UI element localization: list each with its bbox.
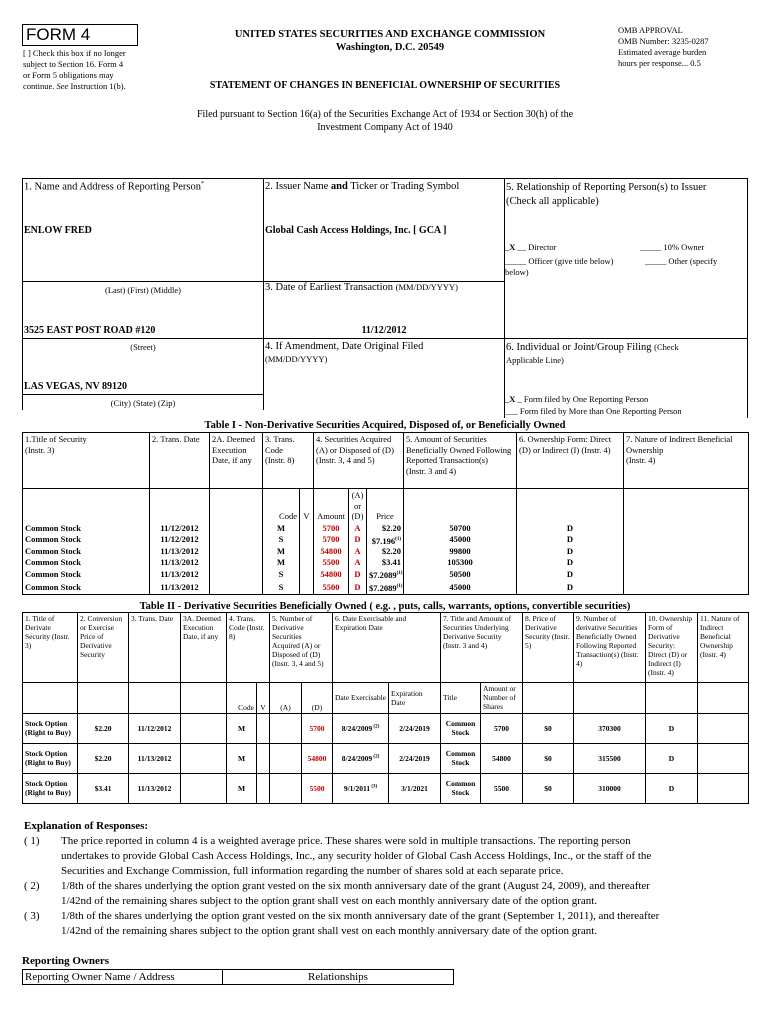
t2-sub-title: Title bbox=[441, 683, 481, 713]
t1-h7: 7. Nature of Indirect Beneficial Ownership bbox=[626, 434, 733, 455]
t1-header-acquired bbox=[314, 433, 404, 489]
t2-header-underlying: 7. Title and Amount of Securities Underlying Derivative Security (Instr. 3 and 4) bbox=[441, 613, 523, 683]
reporting-person-label-text: 1. Name and Address of Reporting Person bbox=[24, 181, 202, 193]
t2-header-form: 10. Ownership Form of Derivative Security: Direct (D) or Indirect (I) (Instr. 4) bbox=[646, 613, 698, 683]
t1-row bbox=[23, 523, 749, 534]
t2-sub-v: V bbox=[257, 683, 270, 713]
checkbox-notice bbox=[23, 48, 163, 92]
t1-cell-amount: 5500 bbox=[314, 581, 349, 594]
t2-cell-uamt: 54800 bbox=[481, 743, 523, 773]
t1-cell-empty bbox=[210, 523, 263, 534]
officer-option: _____ Officer (give title below) bbox=[505, 256, 614, 266]
t2-cell-title: Stock Option (Right to Buy) bbox=[23, 743, 78, 773]
t1-cell-price: $7.2089$^{(1)}$ bbox=[367, 581, 404, 594]
t1-cell-title: Common Stock bbox=[23, 534, 150, 547]
issuer-label-a: 2. Issuer Name bbox=[265, 181, 329, 192]
filing-label bbox=[506, 341, 746, 366]
t2-cell-d: 5500 bbox=[302, 773, 333, 803]
t2-cell-price: $2.20 bbox=[78, 743, 129, 773]
t1-cell-empty bbox=[210, 534, 263, 547]
t2-cell-empty bbox=[270, 773, 302, 803]
statement-title: STATEMENT OF CHANGES IN BENEFICIAL OWNERSHIP OF SECURITIES bbox=[209, 80, 561, 91]
amendment-label-text: 4. If Amendment, Date Original Filed bbox=[265, 341, 424, 352]
t1-cell-empty bbox=[210, 546, 263, 557]
earliest-transaction-label-text: 3. Date of Earliest Transaction bbox=[265, 282, 394, 293]
t1-cell-date: 11/13/2012 bbox=[150, 557, 210, 568]
t1-cell-empty bbox=[300, 568, 314, 581]
footnote-line: 1/8th of the shares underlying the option grant vested on the six month anniversary date of the grant (August 24, 2009), and thereafter bbox=[61, 880, 650, 892]
footnote-number: ( 1) bbox=[24, 835, 40, 847]
t1-cell-code: S bbox=[263, 568, 300, 581]
t1-cell-empty bbox=[624, 523, 749, 534]
t2-cell-empty bbox=[270, 713, 302, 743]
table1-title: Table I - Non-Derivative Securities Acquired, Disposed of, or Beneficially Owned bbox=[204, 420, 566, 431]
t2-cell-title: Stock Option (Right to Buy) bbox=[23, 713, 78, 743]
t1-cell-amount: 5700 bbox=[314, 534, 349, 547]
t1-cell-empty bbox=[624, 581, 749, 594]
t1-cell-title: Common Stock bbox=[23, 523, 150, 534]
t1-cell-date: 11/12/2012 bbox=[150, 523, 210, 534]
t1-cell-form: D bbox=[517, 523, 624, 534]
t2-footnote-ref: (2) bbox=[372, 724, 380, 729]
footnote-1 bbox=[24, 834, 750, 879]
t2-sub-expiration: Expiration Date bbox=[389, 683, 441, 713]
director-label: __ Director bbox=[517, 242, 557, 252]
t1-cell-empty bbox=[300, 523, 314, 534]
t1-cell-form: D bbox=[517, 546, 624, 557]
notice-text: continue. bbox=[23, 81, 55, 91]
t2-cell-empty bbox=[270, 743, 302, 773]
t2-sub-exercisable: Date Exercisable bbox=[333, 683, 389, 713]
filed-line: Filed pursuant to Section 16(a) of the Securities Exchange Act of 1934 or Section 30(h) of the bbox=[196, 109, 574, 120]
t1-row bbox=[23, 546, 749, 557]
t2-cell-code: M bbox=[227, 773, 257, 803]
t1-row bbox=[23, 568, 749, 581]
footnote-number: ( 2) bbox=[24, 880, 40, 892]
t1-cell-amount: 54800 bbox=[314, 546, 349, 557]
t1-h4b: (Instr. 3, 4 and 5) bbox=[316, 455, 375, 465]
t1-footnote-ref: (1) bbox=[396, 571, 403, 577]
t2-header-exercisable: 6. Date Exercisable and Expiration Date bbox=[333, 613, 441, 683]
issuer-label bbox=[265, 181, 459, 192]
t1-header-code bbox=[263, 433, 314, 489]
reporting-owners-title: Reporting Owners bbox=[22, 955, 110, 967]
footnote-line: 1/42nd of the remaining shares subject to the option grant shall vest on each monthly anniversary date of the option grant. bbox=[61, 895, 598, 907]
t1-h3b: (Instr. 8) bbox=[265, 455, 295, 465]
footnote-line: 1/8th of the shares underlying the option grant vested on the six month anniversary date of the grant (September 1, 2011), and thereafter bbox=[61, 910, 660, 922]
t1-cell-empty bbox=[210, 581, 263, 594]
t1-cell-form: D bbox=[517, 534, 624, 547]
t2-cell-empty bbox=[698, 743, 749, 773]
t1-row bbox=[23, 581, 749, 594]
other-option-cont: below) bbox=[505, 267, 529, 277]
filing-hint: (Check bbox=[654, 342, 679, 352]
t2-cell-title: Stock Option (Right to Buy) bbox=[23, 773, 78, 803]
director-option bbox=[505, 242, 556, 252]
t2-header-price: 8. Price of Derivative Security (Instr. 5) bbox=[523, 613, 574, 683]
relationship-label bbox=[506, 181, 706, 209]
asterisk-marker: * bbox=[201, 181, 205, 187]
t2-cell-d: 5700 bbox=[302, 713, 333, 743]
t2-cell-form: D bbox=[646, 773, 698, 803]
t1-header-nature bbox=[624, 433, 749, 489]
t2-header-number: 5. Number of Derivative Securities Acquired (A) or Disposed of (D) (Instr. 3, 4 and 5) bbox=[270, 613, 333, 683]
t1-cell-title: Common Stock bbox=[23, 557, 150, 568]
omb-approval bbox=[618, 25, 709, 69]
t2-cell-utitle: Common Stock bbox=[441, 743, 481, 773]
t2-cell-date: 11/13/2012 bbox=[129, 743, 181, 773]
t1-footnote-ref: (1) bbox=[395, 536, 401, 542]
filed-line: Investment Company Act of 1940 bbox=[317, 122, 453, 133]
t1-cell-empty bbox=[300, 557, 314, 568]
t2-cell-owned: 315500 bbox=[574, 743, 646, 773]
t2-footnote-ref: (2) bbox=[372, 754, 380, 759]
t1-cell-code: M bbox=[263, 557, 300, 568]
t2-cell-owned: 370300 bbox=[574, 713, 646, 743]
director-prefix: _ bbox=[505, 242, 510, 252]
amendment-label bbox=[265, 341, 423, 365]
divider bbox=[22, 338, 264, 339]
t2-sub-code: Code bbox=[227, 683, 257, 713]
t1-sub-v: V bbox=[300, 489, 314, 523]
relationship-label-text: 5. Relationship of Reporting Person(s) to Issuer bbox=[506, 182, 707, 193]
t2-cell-d: 54800 bbox=[302, 743, 333, 773]
t1-sub-amount: Amount bbox=[314, 489, 349, 523]
t1-cell-ad: D bbox=[349, 534, 367, 547]
t2-row bbox=[23, 773, 749, 803]
t1-cell-title: Common Stock bbox=[23, 546, 150, 557]
footnote-3 bbox=[24, 909, 750, 939]
footnote-line: Securities and Exchange Commission, full information regarding the number of shares sold at each separate price. bbox=[61, 865, 564, 877]
reporting-person-box bbox=[22, 178, 264, 342]
t2-cell-code: M bbox=[227, 713, 257, 743]
t2-cell-uamt: 5700 bbox=[481, 713, 523, 743]
footnote-number: ( 3) bbox=[24, 910, 40, 922]
street-caption: (Street) bbox=[130, 342, 156, 352]
notice-instruction: Instruction 1(b). bbox=[70, 81, 126, 91]
agency-name: UNITED STATES SECURITIES AND EXCHANGE COMMISSION bbox=[234, 29, 546, 40]
t1-footnote-ref: (1) bbox=[396, 584, 403, 590]
t1-h3: 3. Trans. Code bbox=[265, 434, 295, 455]
t2-cell-dprice: $0 bbox=[523, 773, 574, 803]
t2-header-deemed: 3A. Deemed Execution Date, if any bbox=[181, 613, 227, 683]
form-number: FORM 4 bbox=[26, 25, 91, 44]
t1-cell-code: M bbox=[263, 523, 300, 534]
table2 bbox=[22, 612, 749, 804]
issuer-label-b: Ticker or Trading Symbol bbox=[350, 181, 460, 192]
t2-cell-empty bbox=[257, 713, 270, 743]
footnote-2 bbox=[24, 879, 750, 909]
t1-sub-aord: (A) or (D) bbox=[349, 489, 367, 523]
one-person-option bbox=[505, 394, 648, 404]
t1-h7b: (Instr. 4) bbox=[626, 455, 656, 465]
one-person-prefix: _ bbox=[505, 394, 510, 404]
t1-cell-owned: 105300 bbox=[404, 557, 517, 568]
t1-cell-owned: 45000 bbox=[404, 534, 517, 547]
name-caption: (Last) (First) (Middle) bbox=[104, 285, 181, 295]
t1-cell-empty bbox=[300, 581, 314, 594]
explanation-section bbox=[24, 819, 750, 939]
relationship-label-hint: (Check all applicable) bbox=[506, 196, 599, 207]
t1-h1: 1.Title of Security bbox=[25, 434, 87, 444]
t2-header-conversion: 2. Conversion or Exercise Price of Derivative Security bbox=[78, 613, 129, 683]
footnote-line: undertakes to provide Global Cash Access Holdings, Inc., any security holder of Global Cash Access Holdings, Inc., or the staff of the bbox=[61, 850, 652, 862]
t1-sub-code: Code bbox=[263, 489, 300, 523]
issuer-name: Global Cash Access Holdings, Inc. [ GCA ] bbox=[265, 225, 447, 236]
t2-cell-price: $3.41 bbox=[78, 773, 129, 803]
t1-cell-ad: D bbox=[349, 568, 367, 581]
t1-cell-price: $2.20 bbox=[367, 523, 404, 534]
t2-cell-empty bbox=[698, 773, 749, 803]
t1-header-ownership-form: 6. Ownership Form: Direct (D) or Indirect (I) (Instr. 4) bbox=[517, 433, 624, 489]
omb-line: OMB Number: 3235-0287 bbox=[618, 36, 709, 46]
t1-cell-empty bbox=[300, 546, 314, 557]
agency-heading bbox=[170, 28, 610, 54]
t1-cell-price: $7.2089$^{(1)}$ bbox=[367, 568, 404, 581]
t1-cell-date: 11/12/2012 bbox=[150, 534, 210, 547]
t2-cell-exer: 9/1/2011 $^{(3)}$ bbox=[333, 773, 389, 803]
other-option: _____ Other (specify bbox=[645, 256, 718, 266]
issuer-label-and: and bbox=[330, 181, 348, 192]
t1-cell-empty bbox=[624, 534, 749, 547]
t2-header-owned: 9. Number of derivative Securities Beneficially Owned Following Reported Transaction(s) (Instr. 4) bbox=[574, 613, 646, 683]
t1-cell-amount: 5700 bbox=[314, 523, 349, 534]
reporting-owners-table bbox=[22, 969, 454, 985]
t1-cell-owned: 45000 bbox=[404, 581, 517, 594]
t2-cell-owned: 310000 bbox=[574, 773, 646, 803]
t1-cell-empty bbox=[210, 568, 263, 581]
checkbox-notice-line: subject to Section 16. Form 4 bbox=[23, 59, 124, 69]
t1-header-date: 2. Trans. Date bbox=[150, 433, 210, 489]
t2-cell-price: $2.20 bbox=[78, 713, 129, 743]
t2-cell-utitle: Common Stock bbox=[441, 713, 481, 743]
t2-cell-empty bbox=[181, 713, 227, 743]
t1-cell-price: $3.41 bbox=[367, 557, 404, 568]
t2-cell-dprice: $0 bbox=[523, 743, 574, 773]
t1-h5b: (Instr. 3 and 4) bbox=[406, 465, 457, 476]
t2-header-title: 1. Title of Derivate Security (Instr. 3) bbox=[23, 613, 78, 683]
t2-cell-empty bbox=[181, 743, 227, 773]
t2-cell-exer: 8/24/2009 $^{(2)}$ bbox=[333, 713, 389, 743]
t2-cell-date: 11/13/2012 bbox=[129, 773, 181, 803]
t2-cell-form: D bbox=[646, 713, 698, 743]
t1-cell-owned: 99800 bbox=[404, 546, 517, 557]
divider bbox=[22, 281, 264, 282]
t1-row bbox=[23, 557, 749, 568]
t1-cell-empty bbox=[624, 557, 749, 568]
t2-footnote-ref: (3) bbox=[370, 784, 378, 789]
t1-cell-title: Common Stock bbox=[23, 581, 150, 594]
checkbox-notice-line: [ ] Check this box if no longer bbox=[23, 48, 126, 58]
box-edge bbox=[22, 338, 23, 410]
notice-see: See bbox=[56, 81, 69, 91]
reporting-person-label bbox=[24, 181, 204, 193]
t2-body bbox=[22, 713, 749, 804]
form-number-box bbox=[22, 24, 138, 46]
date-format-hint: (MM/DD/YYYY) bbox=[395, 282, 458, 292]
city-state-zip: LAS VEGAS, NV 89120 bbox=[24, 381, 127, 392]
t2-cell-code: M bbox=[227, 743, 257, 773]
t1-cell-form: D bbox=[517, 557, 624, 568]
t2-header-code: 4. Trans. Code (Instr. 8) bbox=[227, 613, 270, 683]
agency-location: Washington, D.C. 20549 bbox=[335, 42, 445, 53]
t1-cell-form: D bbox=[517, 568, 624, 581]
filing-label-text: 6. Individual or Joint/Group Filing bbox=[506, 342, 652, 353]
t2-header-date: 3. Trans. Date bbox=[129, 613, 181, 683]
t2-sub-a: (A) bbox=[270, 683, 302, 713]
t1-cell-owned: 50500 bbox=[404, 568, 517, 581]
street-address: 3525 EAST POST ROAD #120 bbox=[24, 325, 156, 336]
t1-cell-date: 11/13/2012 bbox=[150, 546, 210, 557]
t2-cell-empty bbox=[698, 713, 749, 743]
t1-cell-empty bbox=[210, 557, 263, 568]
t2-cell-exer: 8/24/2009 $^{(2)}$ bbox=[333, 743, 389, 773]
footnote-line: 1/42nd of the remaining shares subject to the option grant shall vest on each monthly anniversary date of the option grant. bbox=[61, 925, 598, 937]
t1-row bbox=[23, 534, 749, 547]
t2-cell-empty bbox=[257, 773, 270, 803]
filed-pursuant bbox=[100, 108, 670, 134]
date-format-hint: (MM/DD/YYYY) bbox=[265, 354, 328, 364]
ten-percent-owner-option: _____ 10% Owner bbox=[640, 242, 705, 252]
t1-cell-date: 11/13/2012 bbox=[150, 581, 210, 594]
t1-cell-price: $7.196$^{(1)}$ bbox=[367, 534, 404, 547]
footnote-line: The price reported in column 4 is a weighted average price. These shares were sold in multiple transactions. The reporting person bbox=[61, 835, 631, 847]
t1-cell-code: M bbox=[263, 546, 300, 557]
t2-cell-empty bbox=[257, 743, 270, 773]
t1-cell-ad: A bbox=[349, 546, 367, 557]
t2-cell-dprice: $0 bbox=[523, 713, 574, 743]
t1-cell-date: 11/13/2012 bbox=[150, 568, 210, 581]
earliest-transaction-date: 11/12/2012 bbox=[361, 325, 407, 336]
t1-sub-price: Price bbox=[367, 489, 404, 523]
earliest-transaction-label bbox=[265, 282, 458, 293]
multiple-persons-option: ___ Form filed by More than One Reporting Person bbox=[505, 406, 682, 416]
t1-h1b: (Instr. 3) bbox=[25, 444, 55, 455]
one-person-label: _ Form filed by One Reporting Person bbox=[517, 394, 649, 404]
t1-h5: 5. Amount of Securities Beneficially Owned Following Reported Transaction(s) bbox=[406, 434, 512, 465]
t1-cell-code: S bbox=[263, 581, 300, 594]
t1-cell-amount: 5500 bbox=[314, 557, 349, 568]
t2-row bbox=[23, 713, 749, 743]
t1-cell-code: S bbox=[263, 534, 300, 547]
t1-body bbox=[22, 523, 749, 595]
t2-cell-empty bbox=[181, 773, 227, 803]
t2-sub-d: (D) bbox=[302, 683, 333, 713]
checkbox-notice-line: or Form 5 obligations may bbox=[23, 70, 114, 80]
t2-cell-form: D bbox=[646, 743, 698, 773]
t1-header-deemed: 2A. Deemed Execution Date, if any bbox=[210, 433, 263, 489]
owners-col-relationships: Relationships bbox=[223, 970, 454, 985]
t2-row bbox=[23, 743, 749, 773]
t2-cell-exp: 2/24/2019 bbox=[389, 713, 441, 743]
t2-sub-amount: Amount or Number of Shares bbox=[481, 683, 523, 713]
table1 bbox=[22, 432, 749, 595]
explanation-title: Explanation of Responses: bbox=[24, 820, 149, 832]
t1-cell-price: $2.20 bbox=[367, 546, 404, 557]
owners-col-name: Reporting Owner Name / Address bbox=[23, 970, 223, 985]
reporting-person-name: ENLOW FRED bbox=[24, 225, 92, 236]
t1-h4: 4. Securities Acquired (A) or Disposed of (D) bbox=[316, 434, 394, 455]
table2-title: Table II - Derivative Securities Beneficially Owned ( e.g. , puts, calls, warrants, options, convertible securities) bbox=[139, 601, 631, 612]
omb-line: hours per response... 0.5 bbox=[618, 58, 701, 68]
t2-cell-exp: 2/24/2019 bbox=[389, 743, 441, 773]
t1-cell-ad: D bbox=[349, 581, 367, 594]
divider bbox=[22, 394, 264, 395]
t1-cell-empty bbox=[624, 568, 749, 581]
t1-cell-ad: A bbox=[349, 557, 367, 568]
t2-header-nature: 11. Nature of Indirect Beneficial Ownership (Instr. 4) bbox=[698, 613, 749, 683]
t1-cell-title: Common Stock bbox=[23, 568, 150, 581]
city-caption: (City) (State) (Zip) bbox=[110, 398, 176, 408]
t1-cell-empty bbox=[624, 546, 749, 557]
one-person-check: X bbox=[509, 394, 516, 404]
t2-cell-uamt: 5500 bbox=[481, 773, 523, 803]
director-check: X bbox=[509, 242, 516, 252]
t1-cell-form: D bbox=[517, 581, 624, 594]
checkbox-notice-line bbox=[23, 81, 163, 92]
omb-line: OMB APPROVAL bbox=[618, 25, 683, 35]
t2-cell-date: 11/12/2012 bbox=[129, 713, 181, 743]
t1-cell-owned: 50700 bbox=[404, 523, 517, 534]
filing-hint: Applicable Line) bbox=[506, 355, 564, 365]
t1-cell-empty bbox=[300, 534, 314, 547]
t1-cell-ad: A bbox=[349, 523, 367, 534]
omb-line: Estimated average burden bbox=[618, 47, 707, 57]
t1-header-title bbox=[23, 433, 150, 489]
t1-cell-amount: 54800 bbox=[314, 568, 349, 581]
t1-header-owned bbox=[404, 433, 517, 489]
t2-cell-utitle: Common Stock bbox=[441, 773, 481, 803]
t2-cell-exp: 3/1/2021 bbox=[389, 773, 441, 803]
